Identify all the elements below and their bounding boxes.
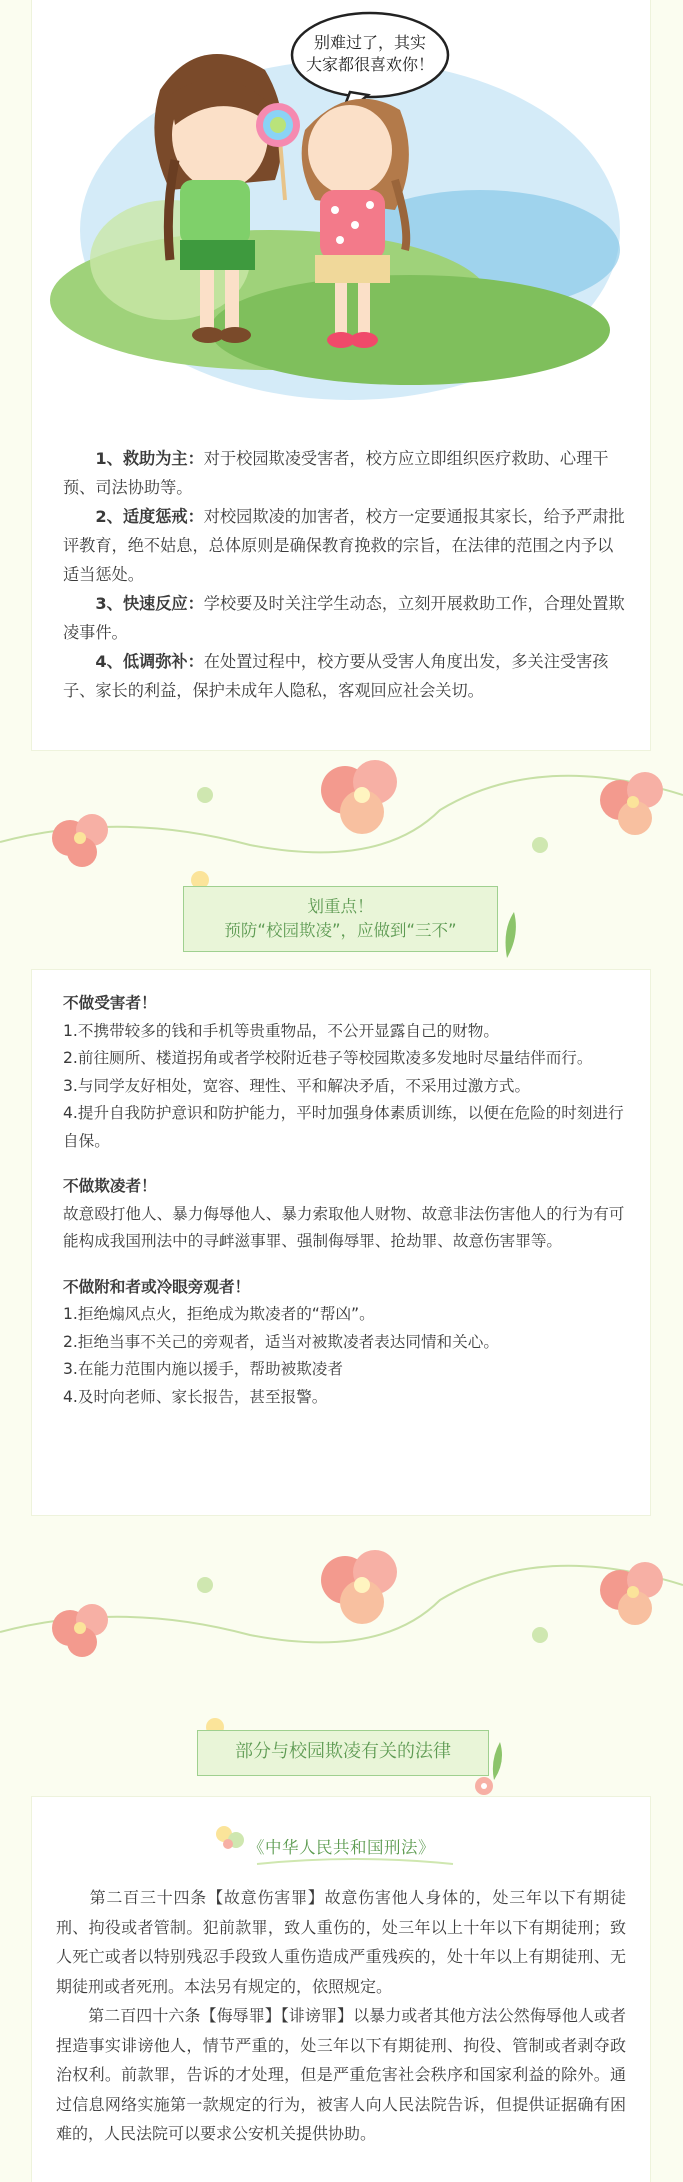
banner-laws: 部分与校园欺凌有关的法律 — [197, 1730, 489, 1776]
list-item: 2.拒绝当事不关己的旁观者，适当对被欺凌者表达同情和关心。 — [63, 1332, 499, 1351]
heading-not-bystander: 不做附和者或冷眼旁观者！ — [63, 1277, 251, 1296]
hero-illustration — [50, 0, 630, 430]
flower-icon — [600, 772, 663, 835]
law-text — [56, 1883, 626, 2149]
flower-icon — [600, 1562, 663, 1625]
list-item: 故意殴打他人、暴力侮辱他人、暴力索取他人财物、故意非法伤害他人的行为有可能构成我国刑法中的寻衅滋事罪、强制侮辱罪、抢劫罪、故意伤害罪等。 — [63, 1204, 625, 1250]
list-item: 4.提升自我防护意识和防护能力，平时加强身体素质训练，以便在危险的时刻进行自保。 — [63, 1104, 624, 1150]
law-paragraph: 第二百四十六条【侮辱罪】【诽谤罪】以暴力或者其他方法公然侮辱他人或者捏造事实诽谤他人，情节严重的，处三年以下有期徒刑、拘役、管制或者剥夺政治权利。前款罪，告诉的才处理，但是严重危害社会秩序和国家利益的除外。通过信息网络实施第一款规定的行为，被害人向人民法院告诉，但提供证据确有困难的，人民法院可以要求公安机关提供协助。 — [56, 2006, 626, 2143]
three-nots-text — [63, 990, 628, 1411]
list-item: 1.不携带较多的钱和手机等贵重物品，不公开显露自己的财物。 — [63, 1021, 499, 1040]
list-item: 4.及时向老师、家长报告，甚至报警。 — [63, 1387, 328, 1406]
flower-leaf-icon — [472, 1740, 512, 1800]
heading-not-victim: 不做受害者！ — [63, 994, 157, 1012]
banner-key-points — [183, 886, 498, 952]
principles-text — [63, 444, 628, 705]
svg-text:别难过了，其实: 别难过了，其实 — [313, 33, 427, 52]
underline-swash — [255, 1856, 455, 1868]
law-title: 《中华人民共和国刑法》 — [248, 1838, 435, 1857]
flower-icon — [321, 1550, 397, 1624]
principle-2: 2、适度惩戒：对校园欺凌的加害者，校方一定要通报其家长，给予严肃批评教育，绝不姑息，总体原则是确保教育挽救的宗旨，在法律的范围之内予以适当惩处。 — [63, 507, 625, 584]
flower-divider-1 — [0, 750, 683, 890]
flower-icon — [321, 760, 397, 834]
list-item: 3.在能力范围内施以援手，帮助被欺凌者 — [63, 1360, 343, 1378]
leaf-icon — [492, 910, 522, 960]
principle-1: 1、救助为主：对于校园欺凌受害者，校方应立即组织医疗救助、心理干预、司法协助等。 — [63, 449, 609, 497]
banner-line-1: 划重点！ — [307, 897, 374, 916]
law-paragraph: 第二百三十四条【故意伤害罪】故意伤害他人身体的，处三年以下有期徒刑、拘役或者管制。犯前款罪，致人重伤的，处三年以上十年以下有期徒刑；致人死亡或者以特别残忍手段致人重伤造成严重残疾的，处十年以上有期徒刑、无期徒刑或者死刑。本法另有规定的，依照规定。 — [56, 1888, 626, 1996]
list-item: 2.前往厕所、楼道拐角或者学校附近巷子等校园欺凌多发地时尽量结伴而行。 — [63, 1049, 593, 1067]
flower-divider-2 — [0, 1540, 683, 1680]
svg-text:大家都很喜欢你！: 大家都很喜欢你！ — [305, 55, 435, 74]
flower-icon — [52, 1604, 108, 1657]
heading-not-bully: 不做欺凌者！ — [63, 1177, 157, 1195]
list-item: 3.与同学友好相处，宽容、理性、平和解决矛盾，不采用过激方式。 — [63, 1076, 531, 1095]
flower-icon — [52, 814, 108, 867]
principle-3: 3、快速反应：学校要及时关注学生动态，立刻开展救助工作，合理处置欺凌事件。 — [63, 594, 625, 642]
banner-line-2: 预防“校园欺凌”，应做到“三不” — [224, 921, 457, 940]
principle-4: 4、低调弥补：在处置过程中，校方要从受害人角度出发，多关注受害孩子、家长的利益，保护未成年人隐私，客观回应社会关切。 — [63, 652, 609, 700]
list-item: 1.拒绝煽风点火，拒绝成为欺凌者的“帮凶”。 — [63, 1305, 375, 1323]
